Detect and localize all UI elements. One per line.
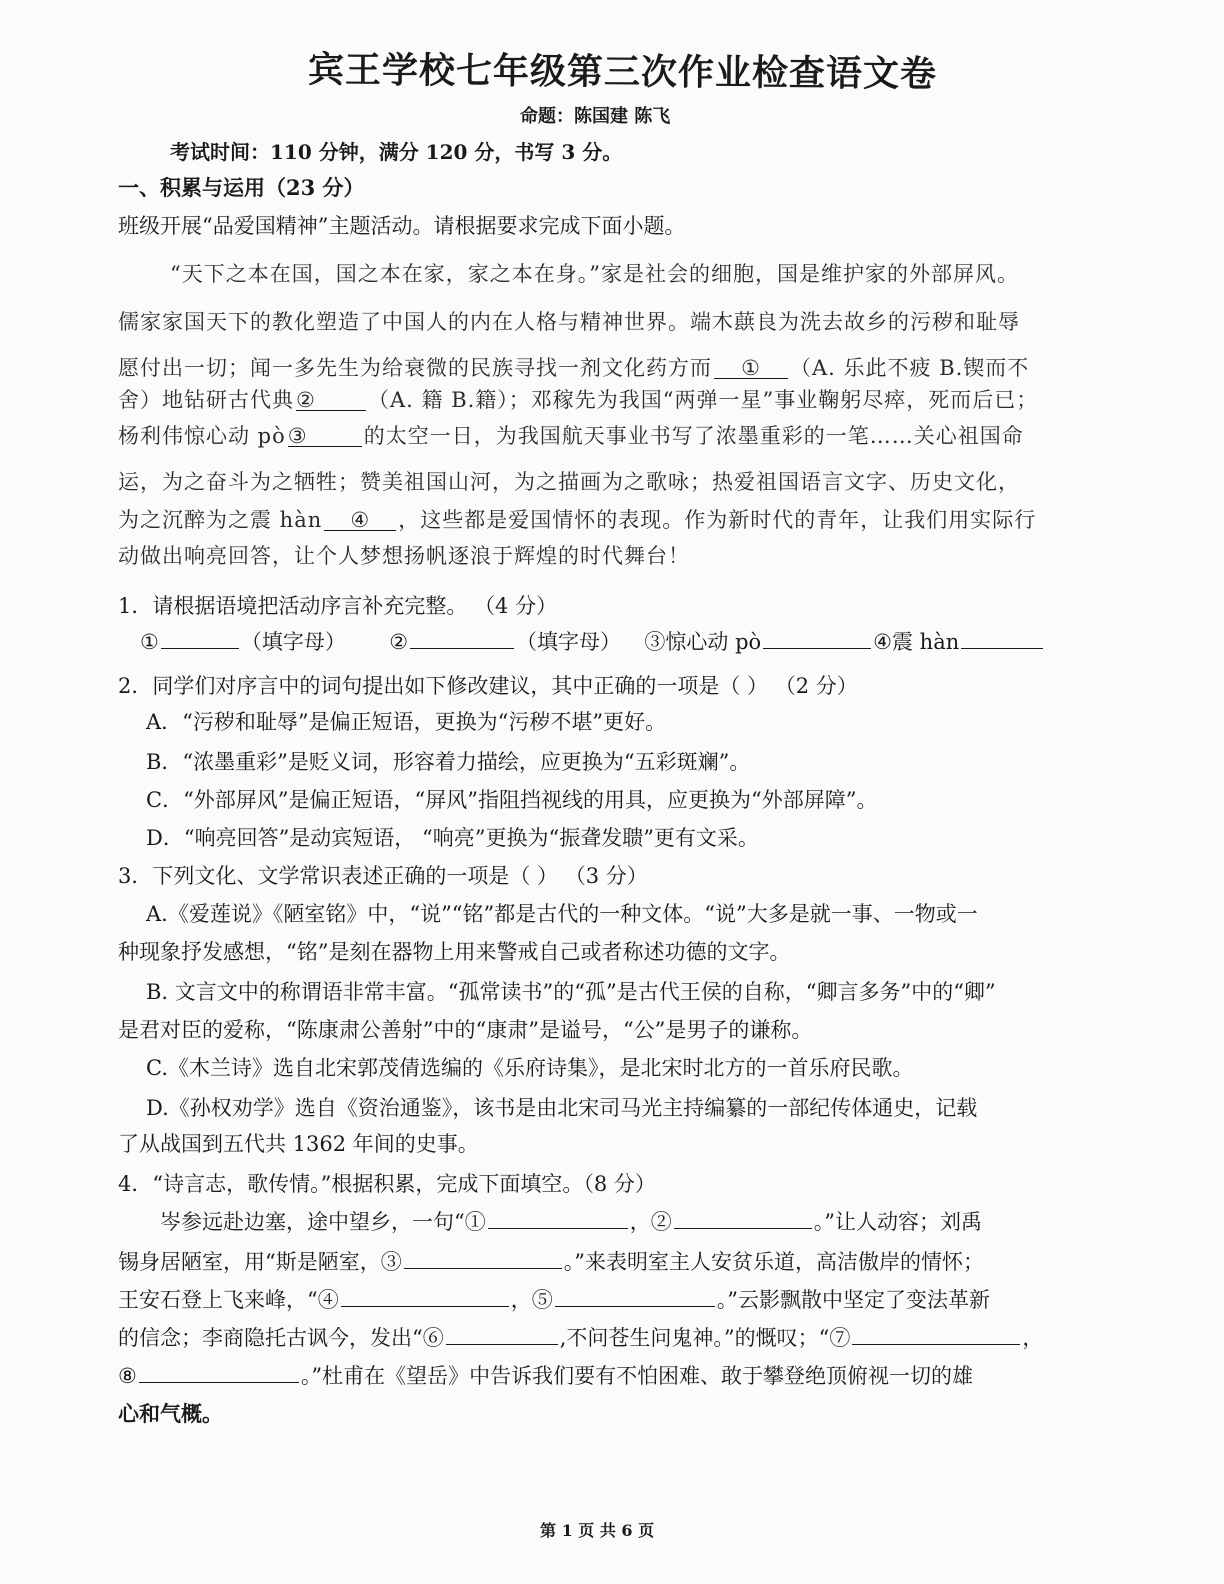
answer-blank[interactable]: [341, 1284, 509, 1307]
blank-2: ②: [296, 388, 366, 411]
fill-line: 的信念；李商隐托古讽今，发出“⑥ ,不问苍生问鬼神。”的慨叹；“⑦ ，: [118, 1322, 1043, 1352]
fill-line: 王安石登上飞来峰，“④ ，⑤ 。”云影飘散中坚定了变法革新: [118, 1284, 990, 1314]
fill-line: 锡身居陋室，用“斯是陋室，③ 。”来表明室主人安贫乐道，高洁傲岸的情怀；: [118, 1246, 984, 1276]
option-c: C.《木兰诗》选自北宋郭茂倩选编的《乐府诗集》，是北宋时北方的一首乐府民歌。: [146, 1056, 914, 1080]
passage-line: 运，为之奋斗为之牺牲；赞美祖国山河，为之描画为之歌咏；热爱祖国语言文字、历史文化，: [118, 470, 1020, 494]
passage-line: 为之沉醉为之震 hàn ④ ，这些都是爱国情怀的表现。作为新时代的青年，让我们用实际行: [118, 508, 1037, 532]
section-heading: 一、积累与运用（23 分）: [118, 175, 365, 200]
question-1-answers: ① （填字母） ② （填字母） ③惊心动 pò ④震 hàn: [140, 626, 1045, 656]
passage-line: 儒家家国天下的教化塑造了中国人的内在人格与精神世界。端木蕻良为洗去故乡的污秽和耻辱: [118, 310, 1020, 334]
answer-blank[interactable]: [446, 1322, 558, 1345]
answer-blank[interactable]: [404, 1246, 562, 1269]
option-b: B. 文言文中的称谓语非常丰富。“孤常读书”的“孤”是古代王侯的自称，“卿言多务”中的“卿”: [146, 980, 996, 1004]
option-b-cont: 是君对臣的爱称，“陈康肃公善射”中的“康肃”是谥号，“公”是男子的谦称。: [118, 1018, 813, 1042]
option-d: D.《孙权劝学》选自《资治通鉴》，该书是由北宋司马光主持编纂的一部纪传体通史，记载: [146, 1096, 978, 1120]
question-4-stem: 4．“诗言志，歌传情。”根据积累，完成下面填空。（8 分）: [118, 1172, 656, 1196]
fill-line: 心和气概。: [118, 1401, 223, 1426]
answer-blank[interactable]: [410, 626, 514, 649]
passage-line: 杨利伟惊心动 pò③ 的太空一日，为我国航天事业书写了浓墨重彩的一笔……关心祖国命: [118, 424, 1024, 448]
option-a: A．“污秽和耻辱”是偏正短语，更换为“污秽不堪”更好。: [146, 710, 667, 734]
question-1-stem: 1．请根据语境把活动序言补充完整。 （4 分）: [118, 594, 558, 618]
section-intro: 班级开展“品爱国精神”主题活动。请根据要求完成下面小题。: [118, 214, 686, 238]
author-line: 命题：陈国建 陈飞: [520, 106, 671, 127]
answer-blank[interactable]: [961, 626, 1043, 649]
option-a-cont: 种现象抒发感想，“铭”是刻在器物上用来警戒自己或者称述功德的文字。: [118, 940, 791, 964]
option-d-cont: 了从战国到五代共 1362 年间的史事。: [118, 1132, 479, 1156]
answer-blank[interactable]: [674, 1206, 812, 1229]
option-b: B．“浓墨重彩”是贬义词，形容着力描绘，应更换为“五彩斑斓”。: [146, 750, 751, 774]
fill-line: ⑧ 。”杜甫在《望岳》中告诉我们要有不怕困难、敢于攀登绝顶俯视一切的雄: [118, 1360, 973, 1390]
answer-blank[interactable]: [555, 1284, 715, 1307]
question-3-stem: 3．下列文化、文学常识表述正确的一项是（ ） （3 分）: [118, 864, 648, 888]
passage-line: 舍）地钻研古代典② （A. 籍 B.籍）；邓稼先为我国“两弹一星”事业鞠躬尽瘁，死而后已；: [118, 388, 1039, 412]
answer-blank[interactable]: [763, 626, 871, 649]
passage-line: 动做出响亮回答，让个人梦想扬帆逐浪于辉煌的时代舞台！: [118, 544, 690, 568]
blank-1: ①: [714, 356, 788, 379]
answer-blank[interactable]: [852, 1322, 1020, 1345]
blank-4: ④: [324, 508, 396, 531]
passage-line: “天下之本在国，国之本在家，家之本在身。”家是社会的细胞，国是维护家的外部屏风。: [170, 262, 1019, 286]
option-d: D．“响亮回答”是动宾短语， “响亮”更换为“振聋发聩”更有文采。: [146, 826, 759, 850]
option-c: C．“外部屏风”是偏正短语，“屏风”指阻挡视线的用具，应更换为“外部屏障”。: [146, 788, 878, 812]
option-a: A.《爱莲说》《陋室铭》中，“说”“铭”都是古代的一种文体。“说”大多是就一事、一物或一: [146, 902, 978, 926]
answer-blank[interactable]: [139, 1360, 299, 1383]
answer-blank[interactable]: [488, 1206, 628, 1229]
page-number: 第 1 页 共 6 页: [540, 1521, 655, 1540]
blank-3: ③: [288, 424, 362, 447]
passage-line: 愿付出一切；闻一多先生为给衰微的民族寻找一剂文化药方而 ① （A. 乐此不疲 B.锲而不: [118, 356, 1030, 380]
answer-blank[interactable]: [161, 626, 239, 649]
exam-info: 考试时间：110 分钟，满分 120 分，书写 3 分。: [170, 140, 623, 164]
page-title: 宾王学校七年级第三次作业检查语文卷: [307, 48, 938, 96]
fill-line: 岑参远赴边塞，途中望乡，一句“① ，② 。”让人动容；刘禹: [160, 1206, 982, 1236]
question-2-stem: 2．同学们对序言中的词句提出如下修改建议，其中正确的一项是（ ） （2 分）: [118, 674, 858, 698]
